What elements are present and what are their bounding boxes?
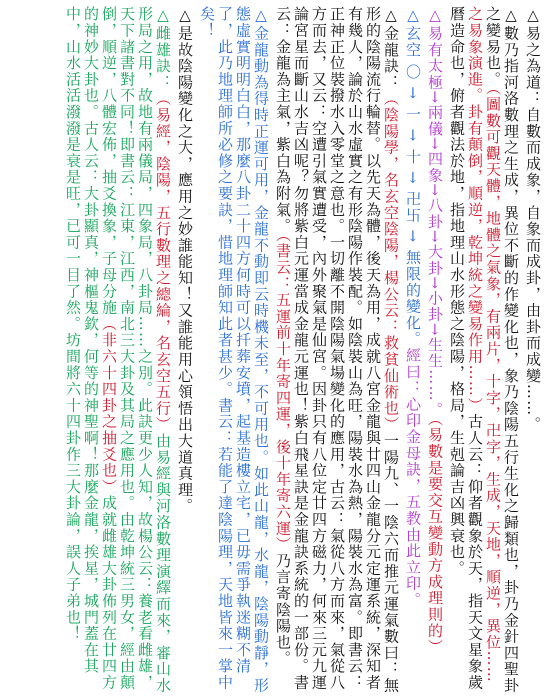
paragraph-p8 bbox=[64, 6, 172, 694]
text-segment: （易數是要交互變動方成理則的） bbox=[426, 418, 444, 656]
text-segment: △易之為道：自數而成象，自象而成卦，由卦而成變……。 bbox=[524, 6, 542, 433]
paragraph-p2 bbox=[448, 6, 520, 694]
text-segment: 古人云：仰者觀象於天，指天文星象歲曆造命也，俯者觀法於地，指地理山水形態之陰陽，格局，生剋論吉凶興衰也。 bbox=[448, 6, 484, 691]
paragraph-p5 bbox=[274, 6, 400, 694]
text-segment: 成就雌雄大卦佈列在廿四方的神妙大卦也。古人云：大卦顯真，神樞鬼欽，何等的神聖啊！那麼金龍，挨星，城門蓋在其中，山水活活潑潑是衰是旺，已可一目了然。坊間將六十四卦作三大卦論，誤人子弟也！ bbox=[64, 6, 118, 691]
text-segment: （非六十四卦之抽爻也） bbox=[100, 315, 118, 496]
text-segment: 乃言寄陰陽也。 bbox=[274, 552, 292, 667]
paragraph-p7 bbox=[176, 6, 194, 694]
text-segment: △易有太極→兩儀→四象→八卦→大卦→小卦→生生……。 bbox=[426, 6, 444, 419]
text-segment: △雌雄訣： bbox=[154, 6, 172, 91]
text-segment: △數乃指河洛數理之生成，異位不斷的作變化也，象乃陰陽五行生化之歸類也，卦乃金針四聖卦之變易也。 bbox=[484, 6, 520, 694]
text-segment: 經曰：心印金母訣，五教由此立印。 bbox=[404, 347, 422, 609]
paragraph-p4 bbox=[404, 6, 422, 694]
paragraph-p3 bbox=[426, 6, 444, 694]
text-segment: （陰陽學，名玄空陰陽，楊公云：救貧仙術也） bbox=[382, 90, 400, 433]
text-segment: （易經，陰陽，五行數理之總綸，名玄空五行） bbox=[154, 90, 172, 433]
text-segment: △金龍動為得時正運可用，金龍不動即云時機未至，不可用也。如此山龍，水龍，陰陽動靜，形態虛實明明白白，那麼八卦二十四方何時可以扦葬安墳，起基造樓立宅，已毋需爭執迷糊不清了，此乃地理師所必修之要訣，惜地理師知此者甚少。書云：若能了達陰陽理，天地皆來一掌中矣！ bbox=[198, 6, 270, 694]
paragraph-p6 bbox=[198, 6, 270, 694]
text-segment: 由易經與河洛數理演繹而來，審山水形局之用，故地有兩儀局，四象局，八卦局……之別。此訣更少人知，故楊公云：養老看雌雄，天下諸書對不同！即書云：江東，江西，南北三大卦及其局之應用也。由乾坤統三男女，經由顛倒，順逆，八體宏佈，抽爻換象，子母分施 bbox=[100, 6, 172, 694]
text-segment: 一陽九、一陰六而推元運氣數曰：無形的陰陽流行輪替。以先天為體，後天為用，成就八宮金龍與廿四山金龍分元定運系統，深知者有幾人，論於山水虛實之有形陰陽作裝配。如陰裝山為旺，陽裝水為熱，陽裝水為富。即書云：正神正位裝撥水入零堂之意也。一切離不開陰陽氣場變化的應用，古云：氣從八方而來，氣從八方而去，又云：空遭引氣實遭受，內外聚氣是仙宮。因卦只有八位定廿四方磁力，何來三元九運論宮星而斷山水吉凶呢？勿將紫白元運當成金龍元運也！紫白飛星訣是金龍訣系統的一部份。書云：金龍為主氣，紫白為附氣。 bbox=[274, 6, 400, 694]
text-segment: △玄空 〇 → 一 → 十 → 卍卐 → 無限的變化。 bbox=[404, 6, 422, 348]
paragraph-p1 bbox=[524, 6, 542, 694]
text-segment: （圖數可觀天體，地體之氣象，有兩片，十字，卍字，生成，天地，順逆，異位……之易象演進。卦有顛倒，順逆，乾坤統之變易作用……） bbox=[466, 6, 502, 684]
text-segment: △是故陰陽變化之大，應用之妙誰能知！又誰能用心領悟出大道真理。 bbox=[176, 6, 194, 515]
text-segment: △金龍訣： bbox=[382, 6, 400, 91]
text-segment: （書云：五運前十年寄四運，後十年寄六運） bbox=[274, 234, 292, 553]
